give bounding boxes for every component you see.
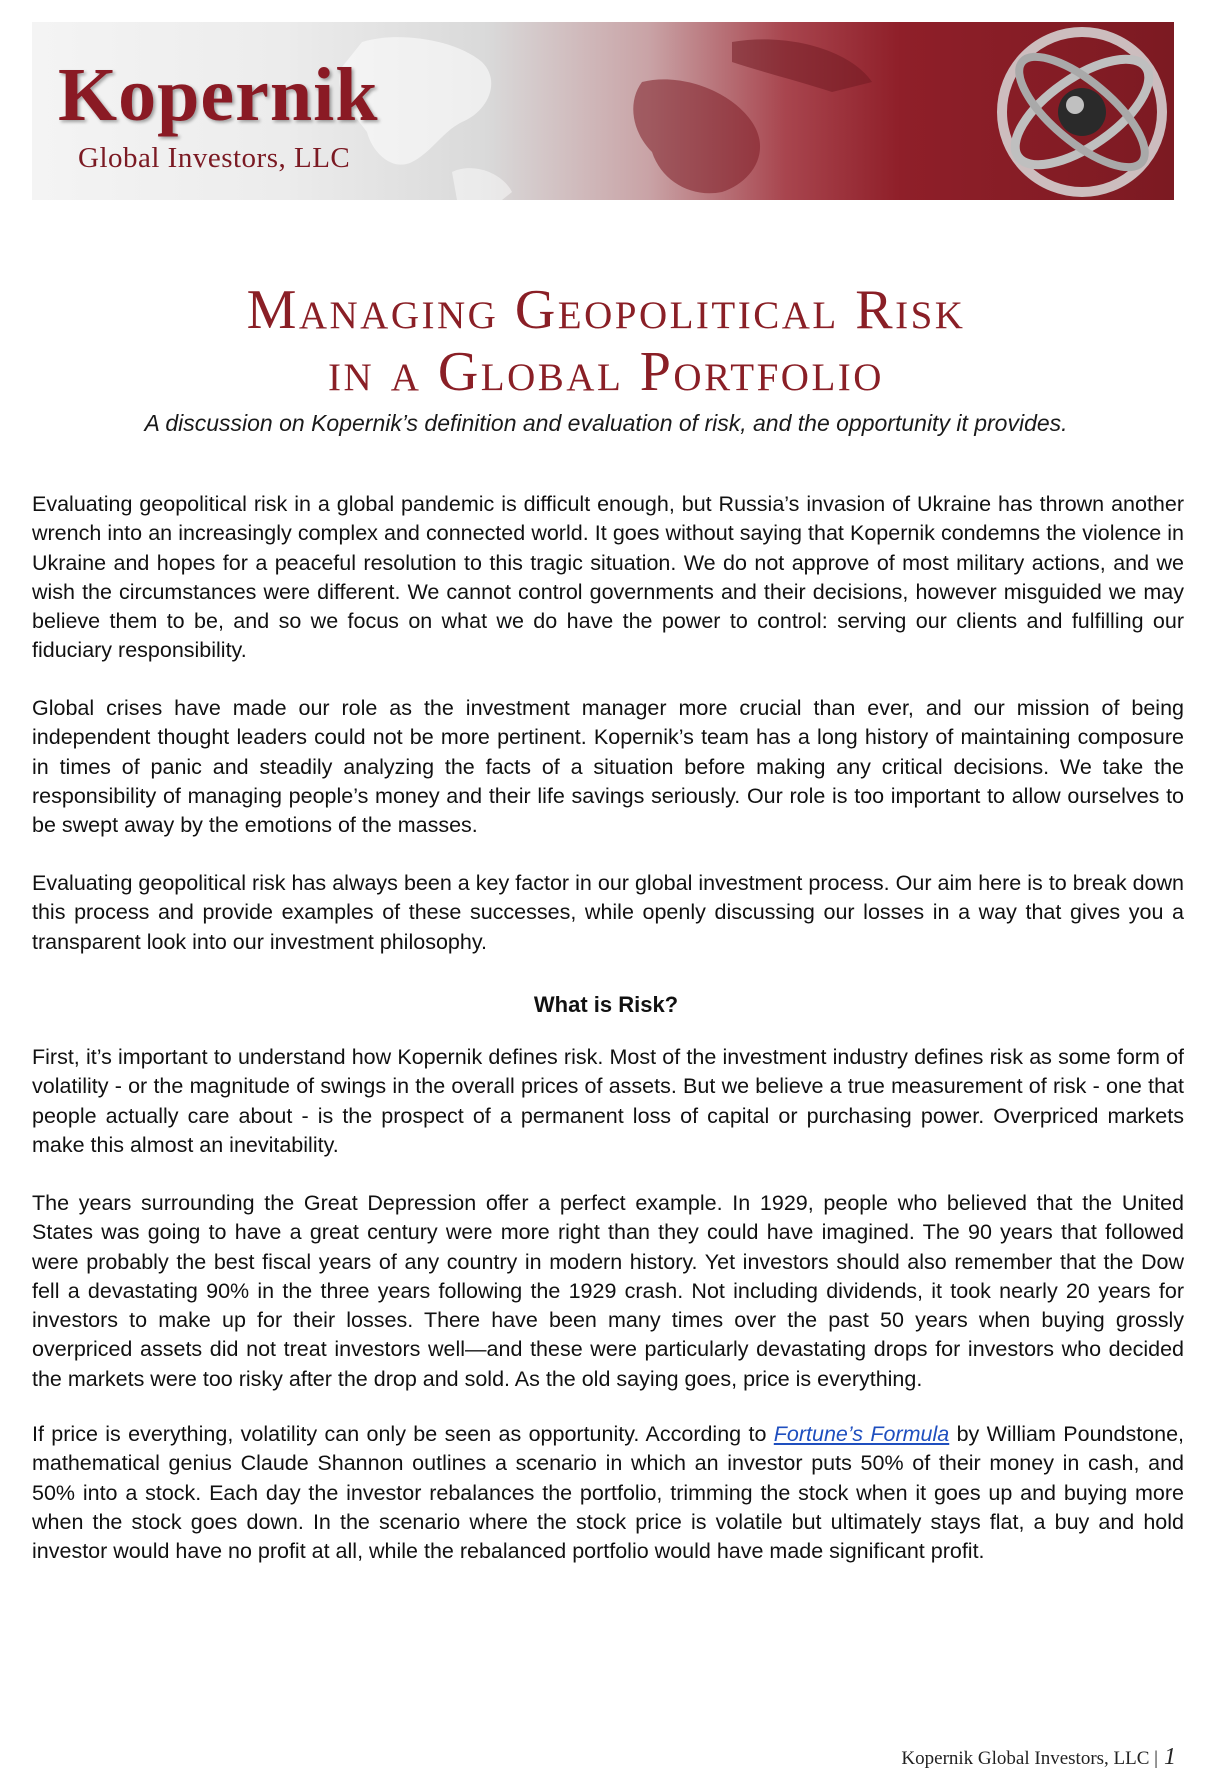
logo-wordmark: Kopernik	[58, 53, 379, 137]
orbit-emblem-icon	[999, 32, 1166, 192]
paragraph-great-depression: The years surrounding the Great Depression offer a perfect example. In 1929, people who believed that the United States was going to have a great century were more right than they could have imagined. The 90 years that followed were probably the best fiscal years of any country in modern history. Yet investors should also remember that the Dow fell a devastating 90% in the three years following the 1929 crash. Not including dividends, it took nearly 20 years for investors to make up for their losses. There have been many times over the past 50 years when buying grossly overpriced assets did not treat investors well—and these were particularly devastating drops for investors who decided the markets were too risky after the drop and sold. As the old saying goes, price is everything.	[32, 1191, 1184, 1391]
document-title-line-2: in a Global Portfolio	[328, 341, 884, 403]
paragraph-intro: Evaluating geopolitical risk in a global pandemic is difficult enough, but Russia’s invasion of Ukraine has thrown another wrench into an increasingly complex and connected world. It goes without saying that Kopernik condemns the violence in Ukraine and hopes for a peaceful resolution to this tragic situation. We do not approve of most military actions, and we wish the circumstances were different. We cannot control governments and their decisions, however misguided we may believe them to be, and so we focus on what we do have the power to control: serving our clients and fulfilling our fiduciary responsibility.	[32, 492, 1184, 663]
footer-company-name: Kopernik Global Investors, LLC |	[901, 1748, 1158, 1769]
paragraph-risk-definition: First, it’s important to understand how Kopernik defines risk. Most of the investment industry defines risk as some form of volatility - or the magnitude of swings in the overall prices of assets. But we believe a true measurement of risk - one that people actually care about - is the prospect of a permanent loss of capital or purchasing power. Overpriced markets make this almost an inevitability.	[32, 1045, 1184, 1157]
paragraph-evaluating-risk: Evaluating geopolitical risk has always been a key factor in our global investment process. Our aim here is to break down this process and provide examples of these successes, while openly discussing our losses in a way that gives you a transparent look into our investment philosophy.	[32, 871, 1184, 954]
page-footer	[901, 1744, 1176, 1771]
header-banner	[32, 22, 1174, 200]
paragraph-text-start: If price is everything, volatility can only be seen as opportunity. According to	[32, 1422, 774, 1446]
paragraph-volatility-opportunity	[32, 1420, 1184, 1566]
paragraph-global-crises: Global crises have made our role as the investment manager more crucial than ever, and our mission of being independent thought leaders could not be more pertinent. Kopernik’s team has a long history of maintaining composure in times of panic and steadily analyzing the facts of a situation before making any critical decisions. We take the responsibility of managing people’s money and their life savings seriously. Our role is too important to allow ourselves to be swept away by the emotions of the masses.	[32, 696, 1184, 838]
section-heading-what-is-risk: What is Risk?	[533, 992, 679, 1017]
fortunes-formula-link[interactable]: Fortune’s Formula	[773, 1422, 950, 1446]
document-title-line-1: Managing Geopolitical Risk	[246, 279, 966, 341]
document-subtitle: A discussion on Kopernik’s definition and evaluation of risk, and the opportunity it provides.	[144, 410, 1068, 436]
logo-subtitle: Global Investors, LLC	[78, 142, 351, 174]
page-number: 1	[1164, 1744, 1176, 1770]
paragraph-text-end: by William Poundstone, mathematical genius Claude Shannon outlines a scenario in which an investor puts 50% of their money in cash, and 50% into a stock. Each day the investor rebalances the portfolio, trimming the stock when it goes up and buying more when the stock goes down. In the scenario where the stock price is volatile but ultimately stays flat, a buy and hold investor would have no profit at all, while the rebalanced portfolio would have made significant profit.	[32, 1422, 1185, 1564]
